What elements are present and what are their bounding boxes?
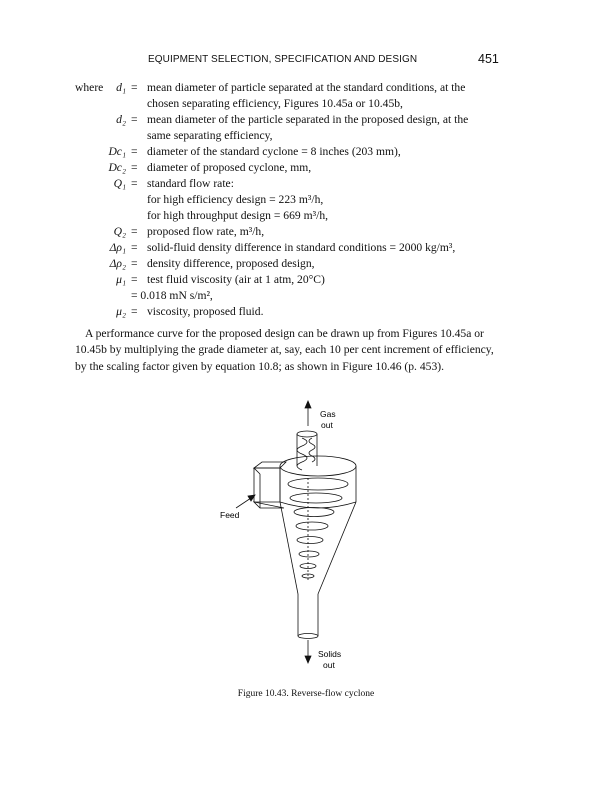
definition-text: viscosity, proposed fluid. [147, 305, 264, 318]
feed-label: Feed [220, 510, 240, 520]
definition-text: = 0.018 mN s/m², [131, 289, 213, 302]
definition-lead: where [75, 81, 104, 94]
solids-out-arrowhead [305, 656, 311, 663]
gas-label-line1: Gas [320, 409, 336, 419]
definition-row [0, 256, 612, 272]
feed-inlet-box [254, 468, 280, 502]
definition-symbol: Q₁ [113, 177, 126, 190]
definition-text: standard flow rate: [147, 177, 234, 190]
definition-text: same separating efficiency, [147, 129, 273, 142]
equals-sign: = [131, 225, 138, 238]
solids-label-line2: out [323, 660, 335, 670]
definition-row [0, 192, 612, 208]
paragraph-line: by the scaling factor given by equation 10.8; as shown in Figure 10.46 (p. 453). [75, 359, 445, 373]
definition-symbol: Dc₂ [108, 161, 126, 174]
paragraph-line: 10.45b by multiplying the grade diameter at, say, each 10 per cent increment of efficiency, [75, 343, 494, 357]
definition-row [0, 288, 612, 304]
definition-row [0, 144, 612, 160]
page-number: 451 [478, 52, 499, 66]
solids-label-line1: Solids [318, 649, 342, 659]
cyclone-top-ellipse [280, 456, 356, 476]
equals-sign: = [131, 161, 138, 174]
equals-sign: = [131, 273, 138, 286]
cyclone-figure [200, 398, 440, 688]
page-header [0, 54, 612, 70]
definition-symbol: d₂ [116, 113, 126, 126]
definition-symbol: μ₂ [116, 305, 126, 318]
definition-text: solid-fluid density difference in standard conditions = 2000 kg/m³, [147, 241, 456, 254]
definition-row [0, 224, 612, 240]
inner-vortex-spiral [297, 438, 307, 470]
equals-sign: = [131, 145, 138, 158]
definition-text: chosen separating efficiency, Figures 10.45a or 10.45b, [147, 97, 403, 110]
definition-text: density difference, proposed design, [147, 257, 315, 270]
definition-symbol: Q₂ [113, 225, 126, 238]
definition-symbol: Dc₁ [108, 145, 126, 158]
definition-row [0, 240, 612, 256]
equals-sign: = [131, 113, 138, 126]
definition-text: proposed flow rate, m³/h, [147, 225, 265, 238]
definition-row [0, 272, 612, 288]
gas-out-arrowhead [305, 401, 311, 408]
equals-sign: = [131, 81, 138, 94]
definition-row [0, 128, 612, 144]
solids-outlet-ellipse [298, 634, 318, 639]
definition-symbol: μ₁ [116, 273, 126, 286]
definition-text: diameter of the standard cyclone = 8 inches (203 mm), [147, 145, 401, 158]
definition-text: mean diameter of the particle separated in the proposed design, at the [147, 113, 469, 126]
definition-symbol: d₁ [116, 81, 126, 94]
definition-text: test fluid viscosity (air at 1 atm, 20°C) [147, 273, 325, 286]
equals-sign: = [131, 177, 138, 190]
gas-label-line2: out [321, 420, 333, 430]
equals-sign: = [131, 241, 138, 254]
definition-row [0, 208, 612, 224]
equals-sign: = [131, 257, 138, 270]
definition-row [0, 112, 612, 128]
definition-row [0, 96, 612, 112]
definition-symbol: Δρ₂ [109, 257, 126, 270]
definition-text: for high throughput design = 669 m³/h, [147, 209, 329, 222]
definition-symbol: Δρ₁ [109, 241, 126, 254]
definition-text: mean diameter of particle separated at the standard conditions, at the [147, 81, 466, 94]
body-paragraph [75, 326, 520, 375]
figure-caption: Figure 10.43. Reverse-flow cyclone [237, 689, 375, 699]
definition-text: for high efficiency design = 223 m³/h, [147, 193, 324, 206]
paragraph-line: A performance curve for the proposed design can be drawn up from Figures 10.45a or [85, 327, 484, 340]
definition-text: diameter of proposed cyclone, mm, [147, 161, 312, 174]
vortex-finder-top [297, 431, 317, 437]
definition-row [0, 176, 612, 192]
definition-row [0, 80, 612, 96]
cyclone-drawing [200, 398, 440, 688]
definition-row [0, 160, 612, 176]
running-head: EQUIPMENT SELECTION, SPECIFICATION AND DESIGN [148, 54, 418, 65]
equals-sign: = [131, 305, 138, 318]
definition-row [0, 304, 612, 320]
